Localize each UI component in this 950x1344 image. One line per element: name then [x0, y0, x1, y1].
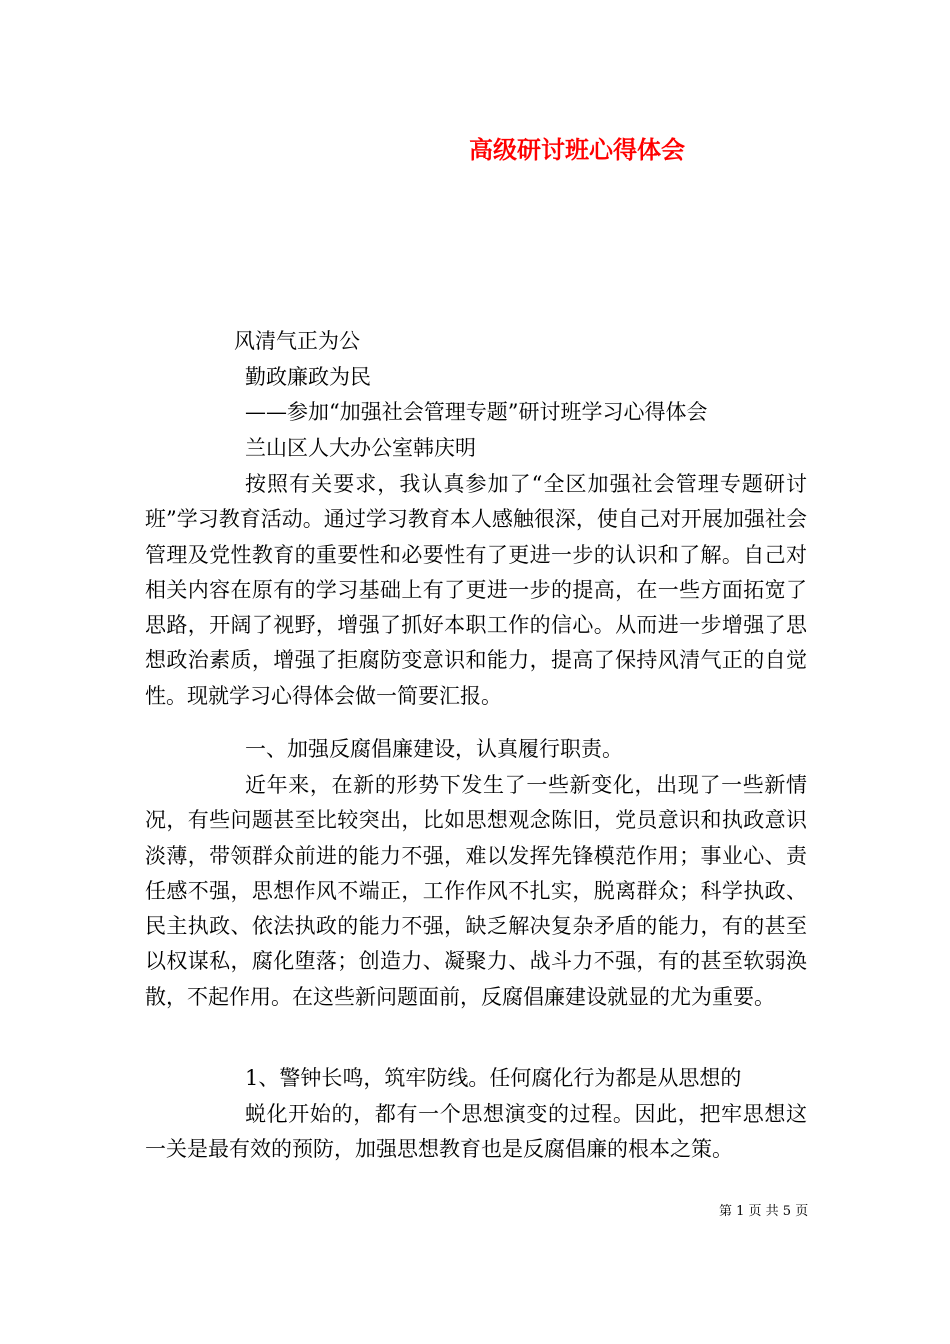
document-title: 高级研讨班心得体会 [469, 135, 685, 164]
author-line: 兰山区人大办公室韩庆明 [245, 436, 476, 460]
paragraph-2: 近年来，在新的形势下发生了一些新变化，出现了一些新情况，有些问题甚至比较突出，比如思想观念陈旧，党员意识和执政意识淡薄，带领群众前进的能力不强，难以发挥先锋模范作用；事业心、责任感不强，思想作风不端正，工作作风不扎实，脱离群众；科学执政、民主执政、依法执政的能力不强，缺乏解决复杂矛盾的能力，有的甚至以权谋私，腐化堕落；创造力、凝聚力、战斗力不强，有的甚至软弱涣散，不起作用。在这些新问题面前，反腐倡廉建设就显的尤为重要。 [145, 773, 807, 1009]
heading-line-3: ——参加“加强社会管理专题”研讨班学习心得体会 [245, 400, 708, 424]
subsection-heading-1: 1、警钟长鸣，筑牢防线。任何腐化行为都是从思想的 [245, 1066, 742, 1090]
heading-line-2: 勤政廉政为民 [245, 365, 371, 389]
page-footer: 第 1 页 共 5 页 [719, 1204, 809, 1219]
section-heading-1: 一、加强反腐倡廉建设，认真履行职责。 [245, 737, 623, 761]
heading-line-1: 风清气正为公 [234, 329, 360, 353]
paragraph-1: 按照有关要求，我认真参加了“全区加强社会管理专题研讨班”学习教育活动。通过学习教育本人感触很深，使自己对开展加强社会管理及党性教育的重要性和必要性有了更进一步的认识和了解。自己对相关内容在原有的学习基础上有了更进一步的提高，在一些方面拓宽了思路，开阔了视野，增强了抓好本职工作的信心。从而进一步增强了思想政治素质，增强了拒腐防变意识和能力，提高了保持风清气正的自觉性。现就学习心得体会做一简要汇报。 [145, 472, 807, 708]
paragraph-3: 蜕化开始的，都有一个思想演变的过程。因此，把牢思想这一关是最有效的预防，加强思想教育也是反腐倡廉的根本之策。 [145, 1102, 807, 1162]
